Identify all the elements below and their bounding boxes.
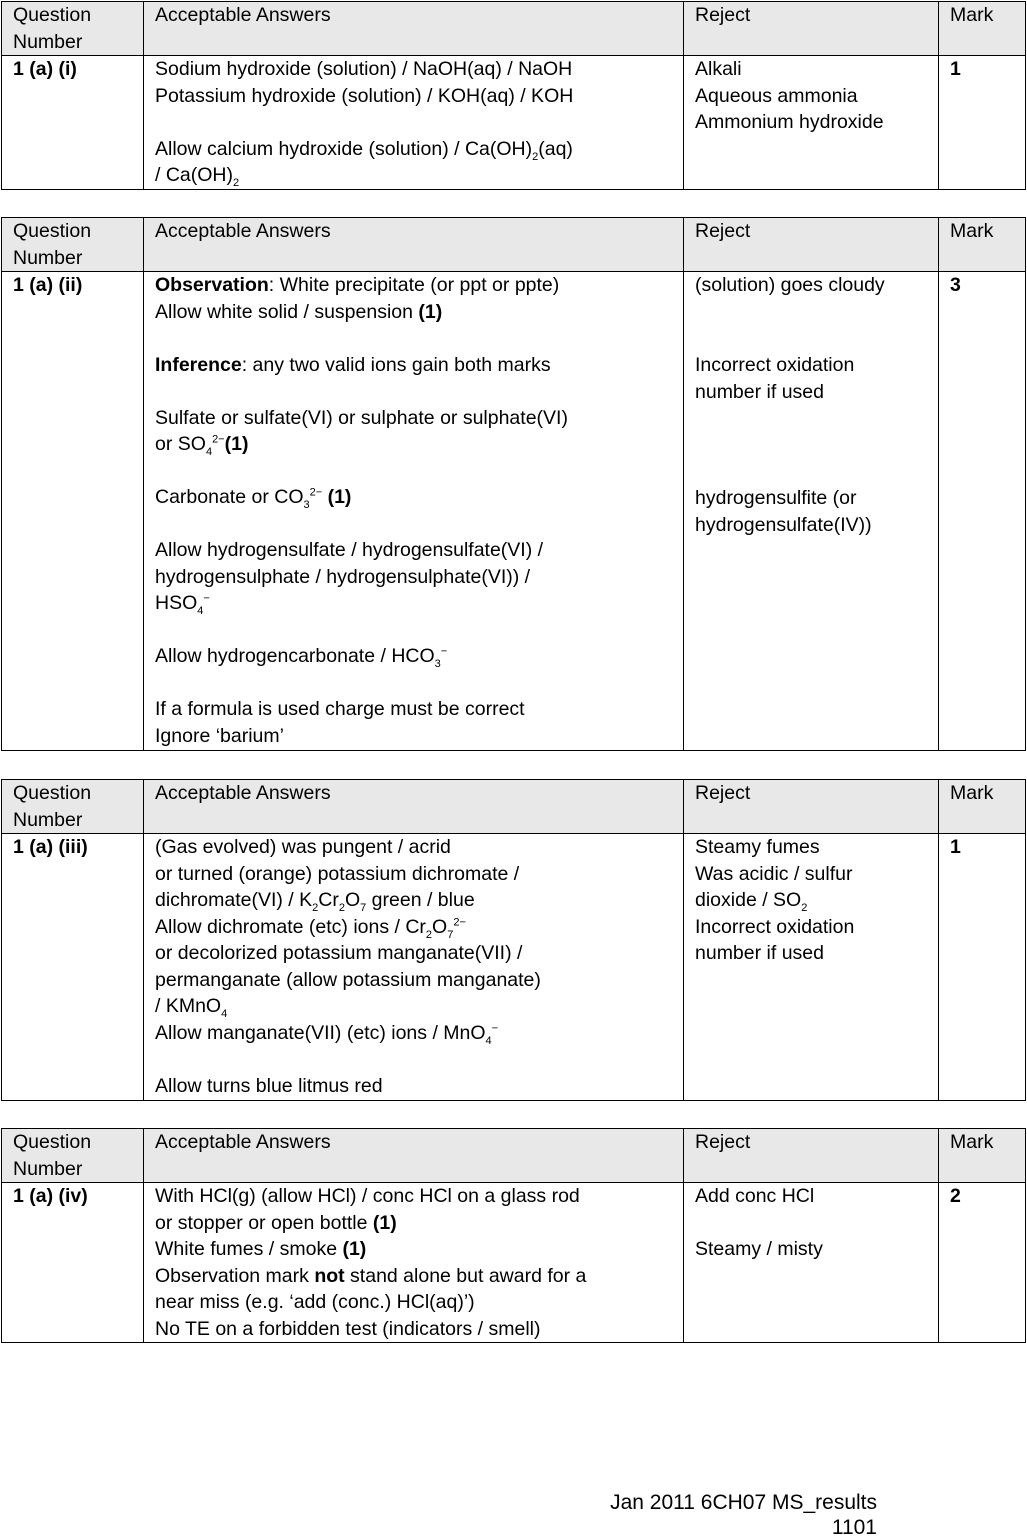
mark-value: 2 bbox=[939, 1183, 1026, 1343]
answer-row bbox=[2, 834, 1026, 1101]
question-number: 1 (a) (iv) bbox=[2, 1183, 144, 1343]
header-row bbox=[2, 1129, 1026, 1183]
reject-header: Reject bbox=[684, 780, 939, 834]
mark-header: Mark bbox=[939, 780, 1026, 834]
mark-value: 3 bbox=[939, 272, 1026, 751]
footer-reference: Jan 2011 6CH07 MS_results bbox=[610, 1491, 877, 1514]
reject-header: Reject bbox=[684, 218, 939, 272]
mark-header: Mark bbox=[939, 2, 1026, 56]
page-footer bbox=[584, 1490, 877, 1540]
mark-value: 1 bbox=[939, 56, 1026, 190]
acceptable-answers-cell: Observation: White precipitate (or ppt or ppte) Allow white solid / suspension (1) Inference: any two valid ions gain both marks Sulfate or sulfate(VI) or sulphate or sulphate(VI) or $SO_4^{2-}(1)$ Carbonate or $CO_3^{2-}$ (1) Allow hydrogensulfate / hydrogensulfate(VI) / hydrogensulphate / hydrogensulphate(VI)) / $HSO_4^-$ Allow hydrogencarbonate / $HCO_3^-$ If a formula is used charge must be correct Ignore ‘barium’ bbox=[144, 272, 684, 751]
question-1aiii-table bbox=[1, 779, 1026, 1101]
answer-row bbox=[2, 56, 1026, 190]
header-row bbox=[2, 218, 1026, 272]
question-number-header: Question Number bbox=[2, 780, 144, 834]
question-number: 1 (a) (i) bbox=[2, 56, 144, 190]
acceptable-answers-header: Acceptable Answers bbox=[144, 1129, 684, 1183]
reject-cell: Add conc HCl Steamy / misty bbox=[684, 1183, 939, 1343]
reject-header: Reject bbox=[684, 1129, 939, 1183]
page-number: 1101 bbox=[831, 1516, 877, 1539]
question-number: 1 (a) (iii) bbox=[2, 834, 144, 1101]
acceptable-answers-header: Acceptable Answers bbox=[144, 780, 684, 834]
answer-row bbox=[2, 1183, 1026, 1343]
question-1aiv-table bbox=[1, 1128, 1026, 1343]
question-1ai-table bbox=[1, 1, 1026, 190]
mark-value: 1 bbox=[939, 834, 1026, 1101]
answer-row bbox=[2, 272, 1026, 751]
acceptable-answers-header: Acceptable Answers bbox=[144, 2, 684, 56]
reject-cell: Steamy fumes Was acidic / sulfur dioxide / $SO_2$ Incorrect oxidation number if used bbox=[684, 834, 939, 1101]
question-1aii-table bbox=[1, 217, 1026, 751]
reject-cell: (solution) goes cloudy Incorrect oxidation number if used hydrogensulfite (or hydrogensulfate(IV)) bbox=[684, 272, 939, 751]
question-number: 1 (a) (ii) bbox=[2, 272, 144, 751]
reject-cell: Alkali Aqueous ammonia Ammonium hydroxide bbox=[684, 56, 939, 190]
acceptable-answers-cell: With HCl(g) (allow HCl) / conc HCl on a glass rod or stopper or open bottle (1) White fumes / smoke (1) Observation mark not stand alone but award for a near miss (e.g. ‘add (conc.) HCl(aq)’) No TE on a forbidden test (indicators / smell) bbox=[144, 1183, 684, 1343]
question-number-header: Question Number bbox=[2, 218, 144, 272]
reject-header: Reject bbox=[684, 2, 939, 56]
mark-header: Mark bbox=[939, 218, 1026, 272]
mark-header: Mark bbox=[939, 1129, 1026, 1183]
question-number-header: Question Number bbox=[2, 1129, 144, 1183]
header-row bbox=[2, 780, 1026, 834]
question-number-header: Question Number bbox=[2, 2, 144, 56]
acceptable-answers-cell: Sodium hydroxide (solution) / NaOH(aq) / NaOH Potassium hydroxide (solution) / KOH(aq) / KOH Allow calcium hydroxide (solution) / $Ca(OH)_2(aq)$ / $Ca(OH)_2$ bbox=[144, 56, 684, 190]
header-row bbox=[2, 2, 1026, 56]
acceptable-answers-header: Acceptable Answers bbox=[144, 218, 684, 272]
acceptable-answers-cell: (Gas evolved) was pungent / acrid or turned (orange) potassium dichromate / dichromate(VI) / $K_2Cr_2O_7$ green / blue Allow dichromate (etc) ions / $Cr_2O_7^{2-}$ or decolorized potassium manganate(VII) / permanganate (allow potassium manganate) / KMnO$_4$ Allow manganate(VII) (etc) ions / MnO$_4$− Allow turns blue litmus red bbox=[144, 834, 684, 1101]
